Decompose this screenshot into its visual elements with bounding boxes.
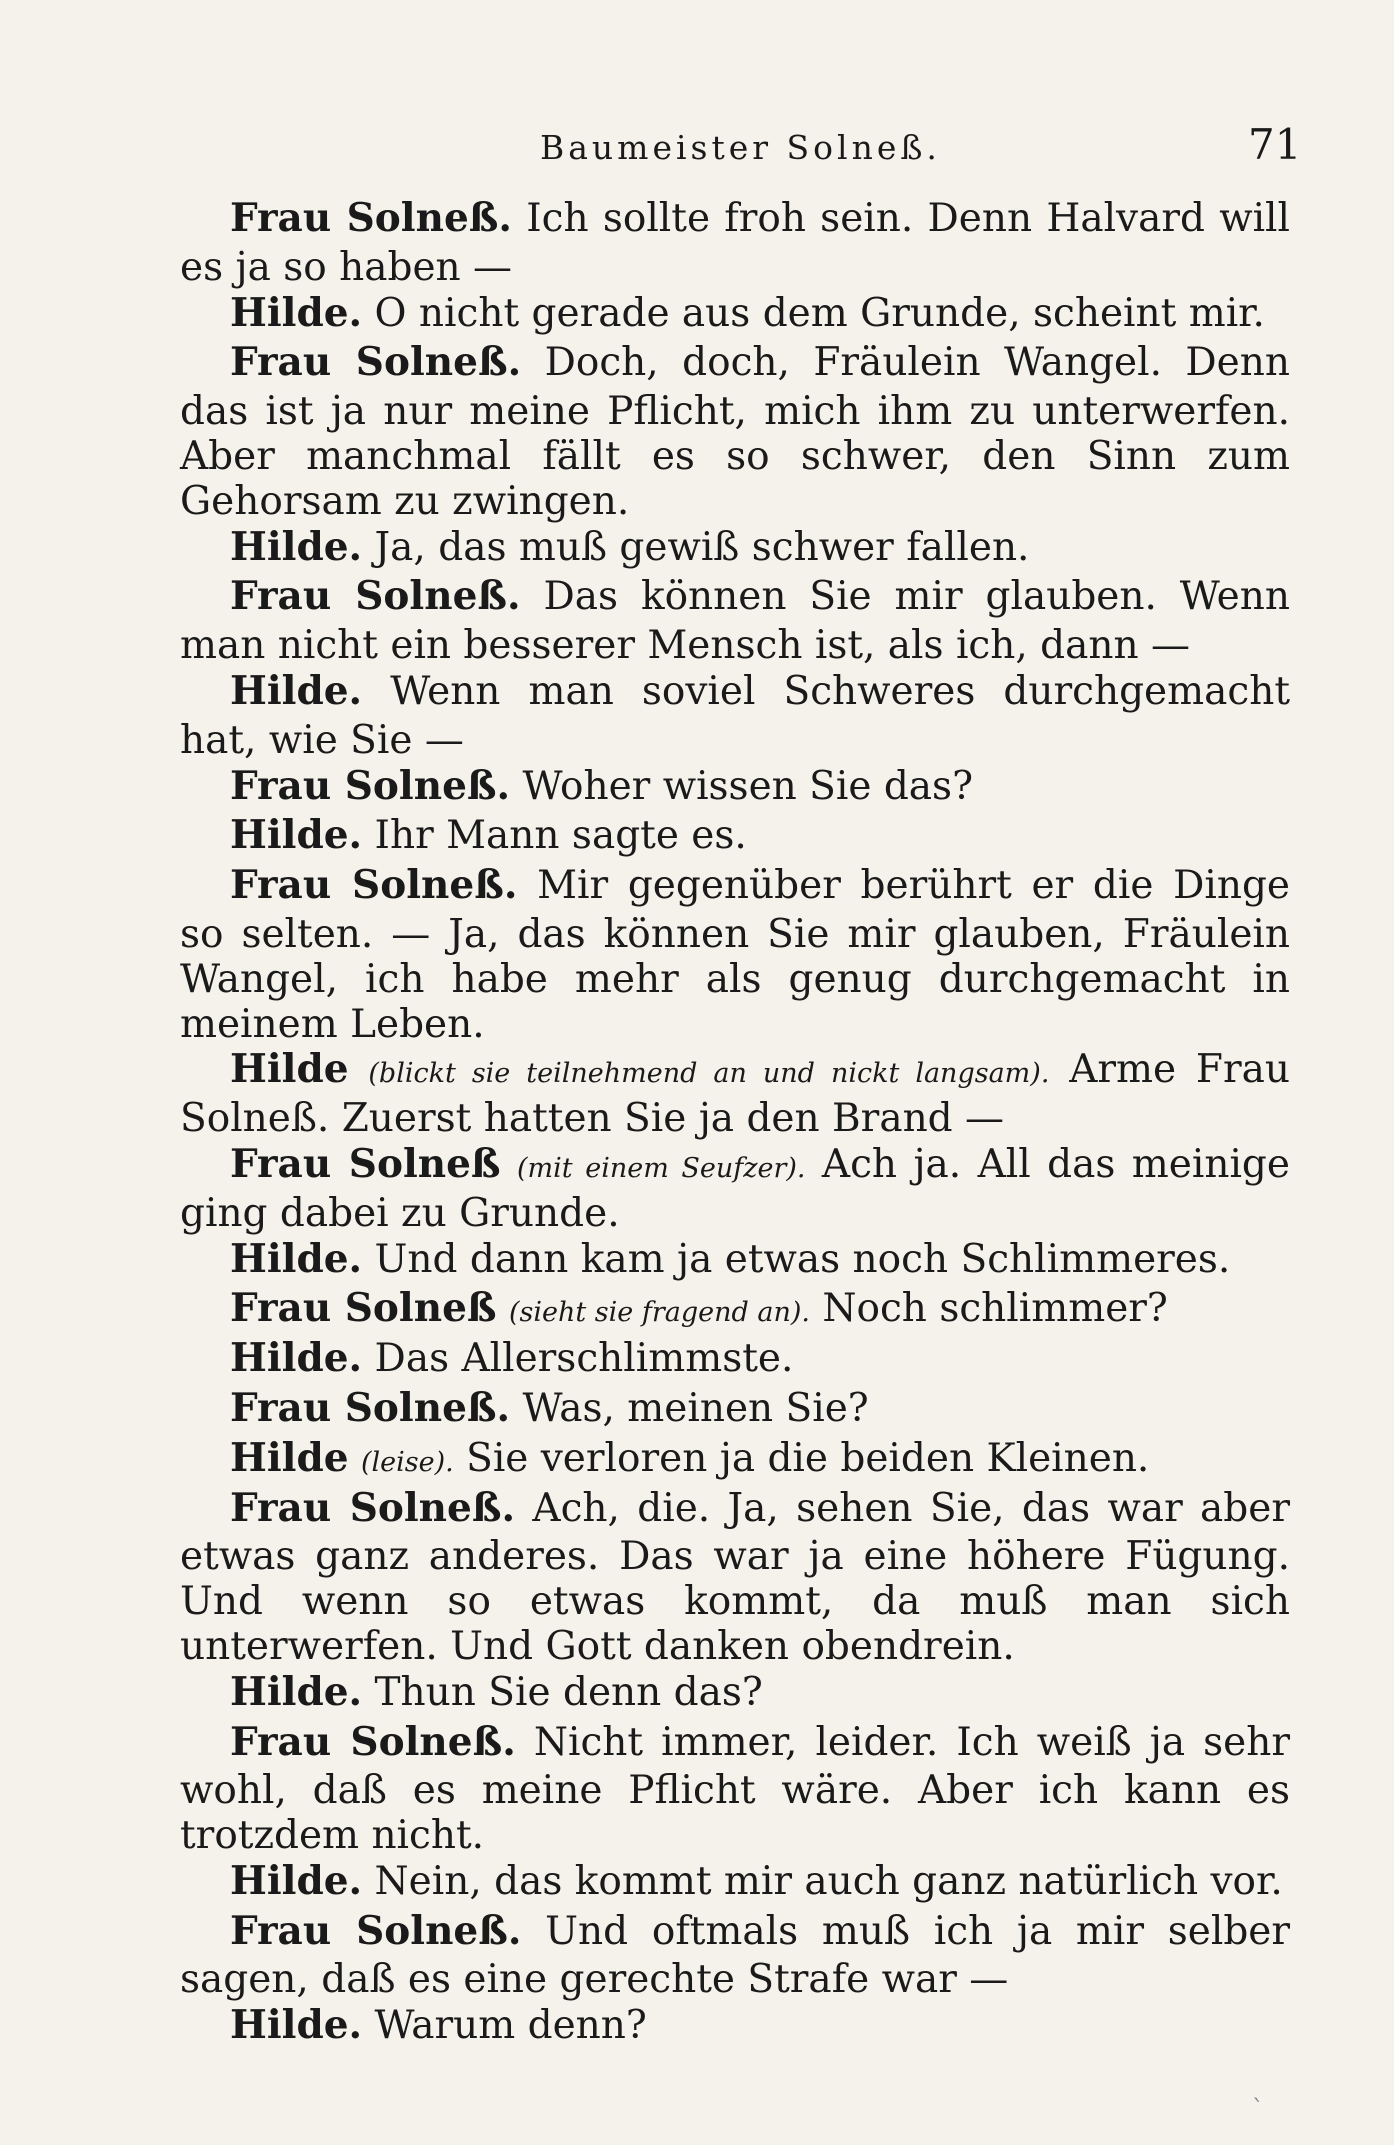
dialogue-line bbox=[180, 1142, 1290, 1237]
speaker-name: Hilde bbox=[230, 1046, 349, 1093]
speaker-name: Frau Solneß. bbox=[230, 1907, 522, 1954]
dialogue-line bbox=[180, 2003, 1290, 2053]
line-text: Das Allerschlimmste. bbox=[374, 1336, 794, 1382]
printer-mark: ` bbox=[1252, 2095, 1264, 2123]
dialogue-line bbox=[180, 1047, 1290, 1142]
speaker-name: Frau Solneß. bbox=[230, 195, 512, 241]
speaker-name: Frau Solneß. bbox=[230, 1384, 511, 1431]
line-text: Arme Frau Solneß. Zuerst hatten Sie ja den Brand — bbox=[180, 1047, 1290, 1142]
speaker-name: Frau Solneß. bbox=[230, 762, 511, 809]
speaker-name: Hilde. bbox=[230, 1335, 363, 1382]
line-text: Sie verloren ja die beiden Kleinen. bbox=[466, 1435, 1150, 1481]
line-text: Ja, das muß gewiß schwer fallen. bbox=[374, 524, 1030, 570]
line-text: Nein, das kommt mir auch ganz natürlich vor. bbox=[374, 1858, 1283, 1904]
page-number: 71 bbox=[1248, 120, 1302, 169]
line-text: Thun Sie denn das? bbox=[374, 1669, 763, 1715]
line-text: Was, meinen Sie? bbox=[522, 1385, 869, 1431]
speaker-name: Frau Solneß. bbox=[230, 862, 518, 909]
speaker-name: Hilde bbox=[230, 1434, 349, 1481]
speaker-name: Hilde. bbox=[230, 667, 363, 714]
dialogue-text bbox=[180, 196, 1290, 2053]
line-text: O nicht gerade aus dem Grunde, scheint mir. bbox=[374, 290, 1265, 336]
dialogue-line bbox=[180, 669, 1290, 764]
dialogue-line bbox=[180, 1486, 1290, 1670]
dialogue-line bbox=[180, 863, 1290, 1047]
dialogue-line bbox=[180, 813, 1290, 863]
dialogue-line bbox=[180, 525, 1290, 575]
dialogue-line bbox=[180, 291, 1290, 341]
dialogue-line bbox=[180, 1436, 1290, 1486]
speaker-name: Frau Solneß. bbox=[230, 1484, 516, 1531]
speaker-name: Frau Solneß. bbox=[230, 1718, 516, 1765]
line-text: Warum denn? bbox=[374, 2003, 647, 2049]
line-text: Wenn man soviel Schweres durchgemacht hat, wie Sie — bbox=[180, 668, 1291, 763]
line-text: Noch schlimmer? bbox=[822, 1286, 1168, 1332]
dialogue-line bbox=[180, 340, 1290, 524]
speaker-name: Frau Solneß. bbox=[230, 339, 522, 386]
dialogue-line bbox=[180, 1909, 1290, 2004]
line-text: Und oftmals muß ich ja mir selber sagen, daß es eine gerechte Strafe war — bbox=[180, 1908, 1291, 2003]
dialogue-line bbox=[180, 1670, 1290, 1720]
dialogue-line bbox=[180, 1336, 1290, 1386]
dialogue-line bbox=[180, 196, 1290, 291]
speaker-name: Hilde. bbox=[230, 1857, 363, 1904]
dialogue-line bbox=[180, 1859, 1290, 1909]
stage-direction: (leise). bbox=[360, 1446, 454, 1478]
stage-direction: (mit einem Seufzer). bbox=[517, 1152, 806, 1184]
dialogue-line bbox=[180, 764, 1290, 814]
speaker-name: Frau Solneß. bbox=[230, 573, 521, 620]
dialogue-line bbox=[180, 1720, 1290, 1859]
stage-direction: (sieht sie fragend an). bbox=[508, 1297, 810, 1329]
line-text: Woher wissen Sie das? bbox=[522, 763, 973, 809]
line-text: Und dann kam ja etwas noch Schlimmeres. bbox=[374, 1236, 1231, 1282]
speaker-name: Hilde. bbox=[230, 1668, 363, 1715]
speaker-name: Hilde. bbox=[230, 523, 363, 570]
line-text: Das können Sie mir glauben. Wenn man nicht ein besserer Mensch ist, als ich, dann — bbox=[180, 574, 1290, 669]
line-text: Ihr Mann sagte es. bbox=[374, 813, 747, 859]
line-text: Doch, doch, Fräulein Wangel. Denn das ist ja nur meine Pflicht, mich ihm zu unterwerfen. Aber manchmal fällt es so schwer, den Sinn zum Gehorsam zu zwingen. bbox=[180, 340, 1290, 524]
stage-direction: (blickt sie teilnehmend an und nickt langsam). bbox=[368, 1058, 1050, 1090]
line-text: Ach, die. Ja, sehen Sie, das war aber etwas ganz anderes. Das war ja eine höhere Fügung. Und wenn so etwas kommt, da muß man sich unterwerfen. Und Gott danken obendrein. bbox=[180, 1485, 1290, 1669]
line-text: Ach ja. All das meinige ging dabei zu Grunde. bbox=[180, 1141, 1290, 1236]
dialogue-line bbox=[180, 574, 1290, 669]
dialogue-line bbox=[180, 1237, 1290, 1287]
speaker-name: Hilde. bbox=[230, 2002, 363, 2049]
speaker-name: Frau Solneß bbox=[230, 1285, 497, 1332]
running-title: Baumeister Solneß. bbox=[540, 128, 941, 167]
speaker-name: Frau Solneß bbox=[230, 1140, 501, 1187]
speaker-name: Hilde. bbox=[230, 289, 363, 336]
dialogue-line bbox=[180, 1286, 1290, 1336]
dialogue-line bbox=[180, 1386, 1290, 1436]
speaker-name: Hilde. bbox=[230, 1235, 363, 1282]
speaker-name: Hilde. bbox=[230, 812, 363, 859]
line-text: Nicht immer, leider. Ich weiß ja sehr wohl, daß es meine Pflicht wäre. Aber ich kann es trotzdem nicht. bbox=[180, 1719, 1291, 1859]
line-text: Ich sollte froh sein. Denn Halvard will es ja so haben — bbox=[180, 196, 1290, 290]
line-text: Mir gegenüber berührt er die Dinge so selten. — Ja, das können Sie mir glauben, Fräulein Wangel, ich habe mehr als genug durchgemacht in meinem Leben. bbox=[180, 863, 1290, 1047]
